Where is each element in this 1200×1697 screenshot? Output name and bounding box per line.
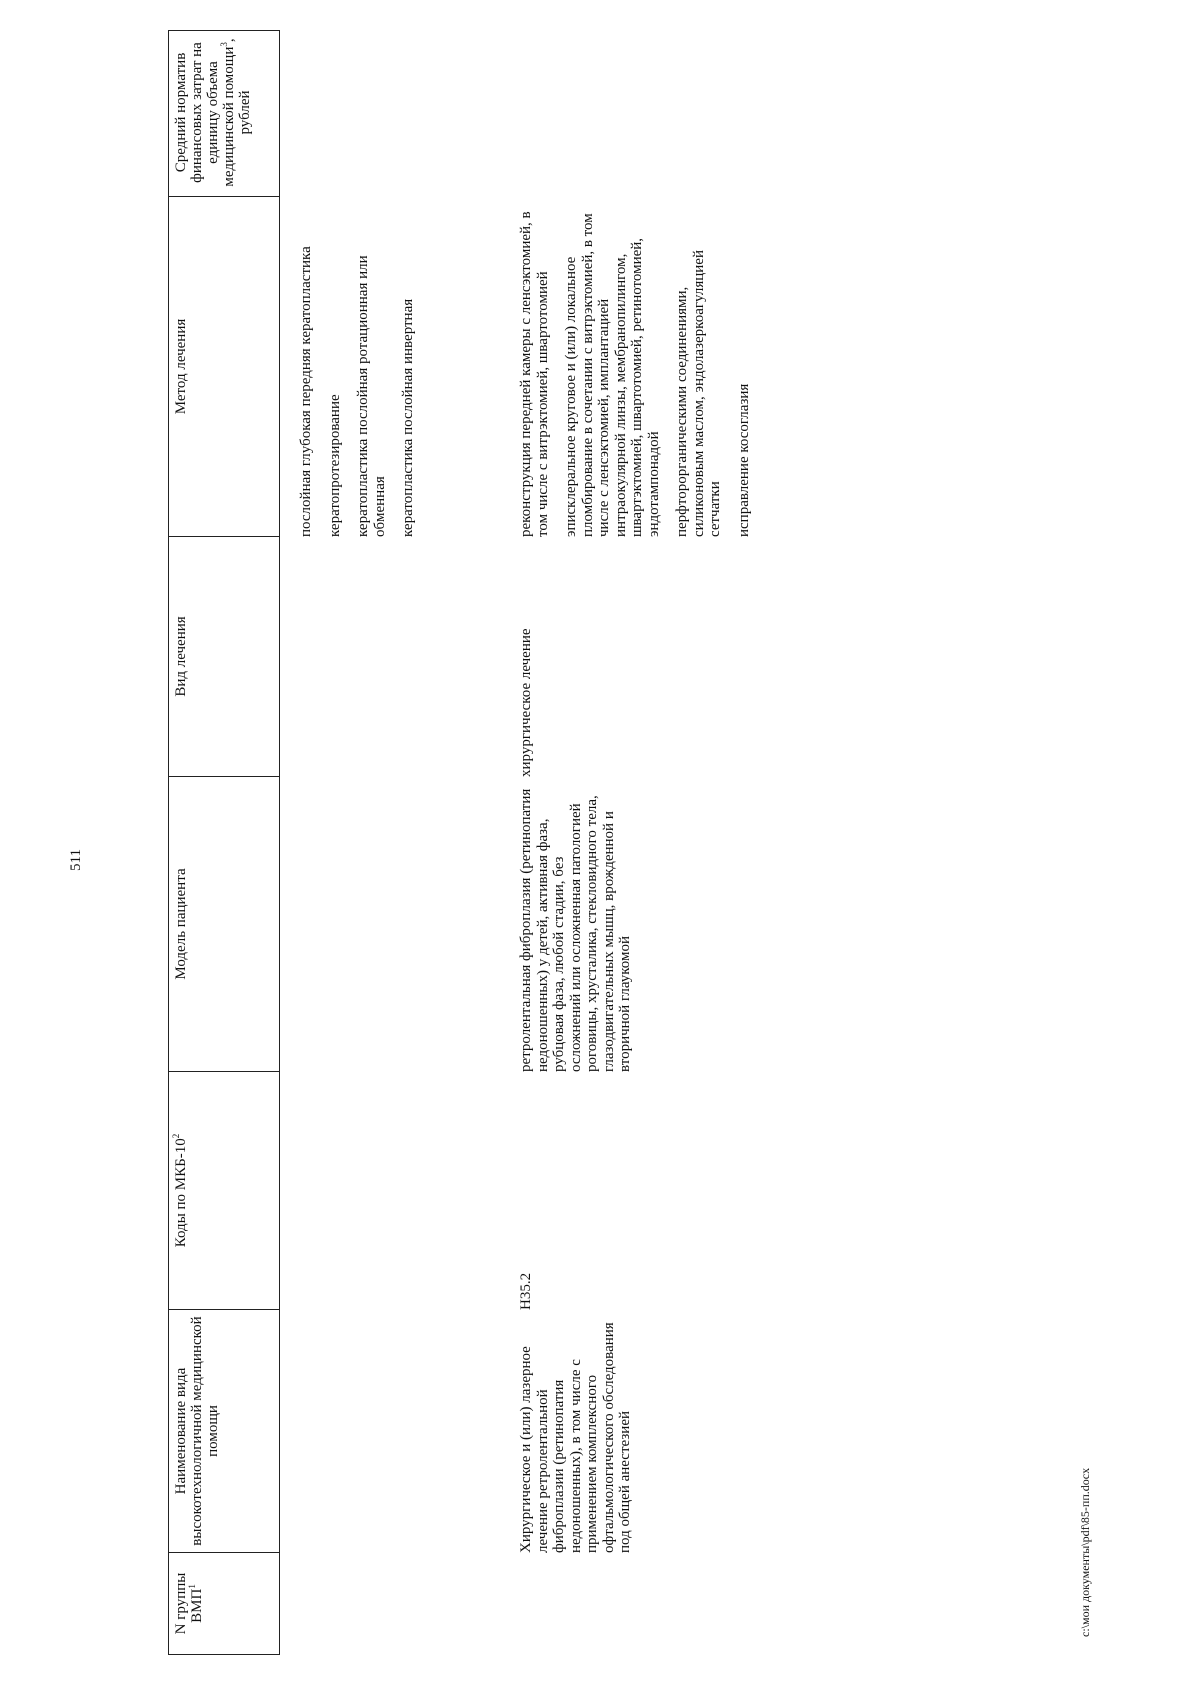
method-item: реконструкция передней камеры с ленсэктомией, в том числе с витрэктомией, швартотомией [518, 211, 551, 537]
header-group-no: N группы ВМП$^1$ [169, 1552, 279, 1654]
method-item: исправление косоглазия [735, 383, 752, 537]
footer-path: c:\мои документы\pdf\85-пп.docx [1078, 1467, 1092, 1637]
method-item: перфторорганическими соединениями, силиконовым маслом, эндолазеркоагуляцией сетчатки [674, 250, 723, 537]
row-model: ретролентальная фиброплазия (ретинопатия недоношенных) у детей, активная фаза, рубцовая фаза, любой стадии, без осложнений или осложненная патологией роговицы, хрусталика, стекловидного тела, глазодвигательных мышц, врожденной и вторичной глаукомой [518, 788, 633, 1072]
page-number: 511 [68, 849, 84, 871]
continued-methods [298, 197, 429, 537]
row-methods [518, 197, 764, 537]
table-body [280, 30, 880, 1655]
table-header [168, 30, 280, 1655]
vmp-table [168, 30, 880, 1655]
header-method: Метод лечения [169, 196, 279, 536]
header-name: Наименование вида высокотехнологичной медицинской помощи [169, 1309, 279, 1552]
method-item: кератопластика послойная инвертная [400, 298, 416, 537]
method-item: эписклеральное круговое и (или) локальное пломбирование в сочетании с витрэктомией, в том числе с ленсэктомией, имплантацией интраокулярной линзы, мембранопилингом, швартэктомией, швартотомией, ретинотомией, эндотампонадой [563, 213, 662, 537]
row-type: хирургическое лечение [518, 628, 534, 777]
header-type: Вид лечения [169, 536, 279, 776]
row-name: Хирургическое и (или) лазерное лечение ретролентальной фиброплазии (ретинопатия недоношенных), в том числе с применением комплексного офтальмологического обследования под общей анестезией [518, 1322, 633, 1553]
header-codes: Коды по МКБ-$10^2$ [169, 1071, 279, 1309]
method-item: послойная глубокая передняя кератопластика [298, 246, 314, 537]
row-codes: H35.2 [518, 1272, 534, 1310]
method-item: кератопластика послойная ротационная или обменная [355, 255, 388, 537]
header-cost: Средний норматив финансовых затрат на единицу объема медицинской помощи$^3$, рублей [173, 38, 253, 187]
header-model: Модель пациента [169, 776, 279, 1071]
method-item: кератопротезирование [326, 394, 343, 537]
